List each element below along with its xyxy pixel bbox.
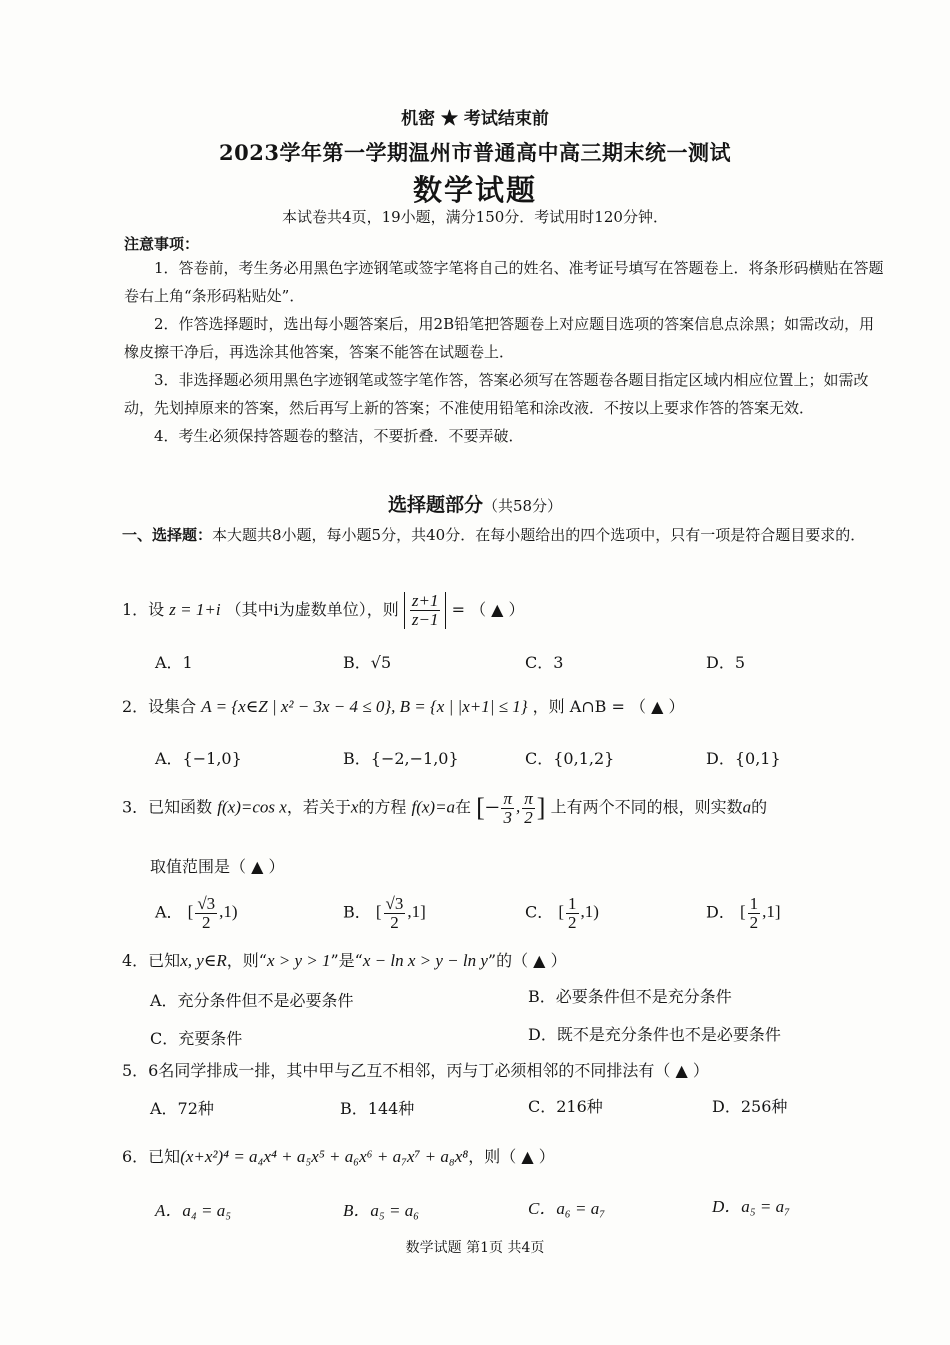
q3-line-2: 取值范围是（ ▲ ） [150,857,285,876]
q3-interval-close: ] [536,793,546,823]
q3-a-open: [ [187,902,194,922]
q3-interval-open: [− [476,793,500,823]
notice-item: 4．考生必须保持答题卷的整洁，不要折叠．不要弄破． [154,427,524,445]
q3-three: 3 [503,808,512,827]
page-footer: 数学试题 第1页 共4页 [405,1240,545,1256]
q3-d-open: [ [739,902,746,922]
q1-answer-blank: （ ▲ ） [470,600,525,619]
q3-option-b-letter: B． [343,902,371,922]
question-3 [122,790,767,827]
question-1 [122,592,525,629]
q3-pi-2: π [524,789,533,808]
q4-text-3: ”是“ [330,951,363,970]
question-2 [122,694,685,717]
q3-equation: f(x)=a [411,797,456,817]
q3-two: 2 [524,808,533,827]
section-title: 选择题部分 [387,494,483,516]
q4-condition-2: x − ln x > y − ln y [362,951,488,970]
q3-option-d-letter: D． [706,902,735,922]
q1-option-a: A．1 [155,653,193,672]
q1-denominator: z−1 [411,610,439,629]
q3-interval [476,789,546,827]
q3-option-c-expr [558,894,599,932]
q3-c-close: ,1) [580,902,599,922]
q3-option-a [155,895,238,932]
q3-text-3: 的方程 [358,797,407,817]
notice-item: 1．答卷前，考生务必用黑色字迹钢笔或签字笔将自己的姓名、准考证号填写在答题卷上．将条形码横贴在答题卷右上角“条形码粘贴处”． [124,259,884,305]
q3-d-close: ,1] [762,902,781,922]
q5-option-d: D．256种 [712,1097,788,1116]
q2-tail: ，则 A∩B = [532,697,625,716]
section-heading [0,490,950,517]
q3-text-4: 在 [455,797,472,817]
q1-option-d: D．5 [706,653,746,672]
q3-b-open: [ [375,902,382,922]
part-label: 一、选择题： [122,526,213,544]
question-5: 5．6名同学排成一排，其中甲与乙互不相邻，丙与丁必须相邻的不同排法有（ ▲ ） [122,1061,709,1080]
q3-frac-pi-2 [522,790,535,827]
section-score: （共58分） [482,497,563,515]
q3-text-5: 上有两个不同的根，则实数 [550,797,743,817]
q3-option-b-expr [375,894,426,932]
q3-c-frac [566,895,579,932]
q3-frac-pi-3 [501,790,514,827]
q3-b-frac [384,895,406,932]
q6-option-b: B．a₅ = a₆ [343,1201,420,1220]
exam-info: 本试卷共4页，19小题，满分150分．考试用时120分钟． [282,208,668,226]
notice-item: 2．作答选择题时，选出每小题答案后，用2B铅笔把答题卷上对应题目选项的答案信息点涂黑；如需改动，用橡皮擦干净后，再选涂其他答案，答案不能答在试题卷上． [124,315,875,361]
q6-option-c: C．a₆ = a₇ [528,1199,606,1218]
q1-modulus [404,592,447,629]
q3-text-2: ，若关于 [286,797,351,817]
q3-d-num: 1 [749,894,759,913]
q1-numerator: z+1 [411,591,439,610]
q3-text-1: 3．已知函数 [122,797,213,817]
q1-fraction [410,592,441,629]
q2-option-b: B．{−2,−1,0} [343,749,459,768]
q2-answer-blank: （ ▲ ） [630,697,685,716]
question-6 [122,1144,555,1167]
q6-expansion: (x+x²)⁴ = a₄x⁴ + a₅x⁵ + a₆x⁶ + a₇x⁷ + a₈x⁸ [180,1147,469,1166]
q6-text-2: ，则（ ▲ ） [468,1147,555,1166]
q3-c-open: [ [558,902,565,922]
q3-option-a-letter: A． [155,902,183,922]
subject-title: 数学试题 [412,173,537,207]
part-instructions [122,515,892,555]
q1-z-definition: z = 1+i [169,600,221,619]
q3-d-den: 2 [749,913,759,932]
q3-a-frac [195,895,217,932]
q3-option-c-letter: C． [525,902,554,922]
q4-option-b: B．必要条件但不是充分条件 [528,987,732,1006]
q3-a-den: 2 [202,913,211,932]
q2-text: 2．设集合 [122,697,197,716]
exam-title: 2023学年第一学期温州市普通高中高三期末统一测试 [219,140,731,165]
q4-text-2: ，则“ [226,951,267,970]
q3-option-c [525,895,599,932]
q3-option-d-expr [739,894,781,932]
q2-option-c: C．{0,1,2} [525,749,615,768]
q4-vars: x, y∈R [180,951,227,970]
q3-pi: π [503,789,513,808]
confidential-label: 机密 ★ 考试结束前 [401,109,549,129]
q3-c-den: 2 [568,913,577,932]
q3-option-b [343,895,426,932]
q6-text-1: 6．已知 [122,1147,181,1166]
q3-b-close: ,1] [407,902,426,922]
q4-option-c: C．充要条件 [150,1029,243,1048]
part-text: 本大题共8小题，每小题5分，共40分．在每小题给出的四个选项中，只有一项是符合题目要求的． [212,526,866,544]
q3-b-num: √3 [385,894,404,913]
q3-option-a-expr [187,894,238,932]
q4-text-1: 4．已知 [122,951,181,970]
q3-a-num: √3 [197,894,216,913]
q5-option-b: B．144种 [340,1099,415,1118]
q1-prefix: 1．设 [122,600,165,619]
q4-option-a: A．充分条件但不是必要条件 [150,991,354,1010]
q3-comma: , [516,797,521,817]
q3-d-frac [748,895,761,932]
q2-option-d: D．{0,1} [706,749,781,768]
q4-text-4: ”的（ ▲ ） [487,951,567,970]
q6-option-d: D．a₅ = a₇ [712,1197,791,1216]
q4-condition-1: x > y > 1 [266,951,331,970]
q2-sets: A = {x∈Z | x² − 3x − 4 ≤ 0}, B = {x | |x+1| ≤ 1} [201,697,528,716]
q3-option-d [706,895,781,932]
notice-list [124,254,884,450]
q6-option-a: A．a₄ = a₅ [155,1201,232,1220]
q3-variable: x [350,797,359,817]
q1-option-c: C．3 [525,653,564,672]
q5-option-c: C．216种 [528,1097,603,1116]
q3-b-den: 2 [390,913,399,932]
notice-heading: 注意事项： [124,235,200,253]
q4-option-d: D．既不是充分条件也不是必要条件 [528,1025,781,1044]
q1-option-b: B．√5 [343,653,392,672]
q1-note: （其中i为虚数单位），则 [225,600,399,619]
question-4 [122,948,567,971]
q3-c-num: 1 [568,894,577,913]
q3-param: a [742,797,752,817]
notice-item: 3．非选择题必须用黑色字迹钢笔或签字笔作答，答案必须写在答题卷各题目指定区域内相应位置上；如需改动，先划掉原来的答案，然后再写上新的答案；不准使用铅笔和涂改液．不按以上要求作答的答案无效． [124,371,869,417]
q1-equals: = [451,600,465,619]
q2-option-a: A．{−1,0} [155,749,242,768]
q3-a-close: ,1) [219,902,238,922]
q3-text-6: 的 [751,797,768,817]
q3-function: f(x)=cos x [217,797,287,817]
q5-option-a: A．72种 [150,1099,214,1118]
